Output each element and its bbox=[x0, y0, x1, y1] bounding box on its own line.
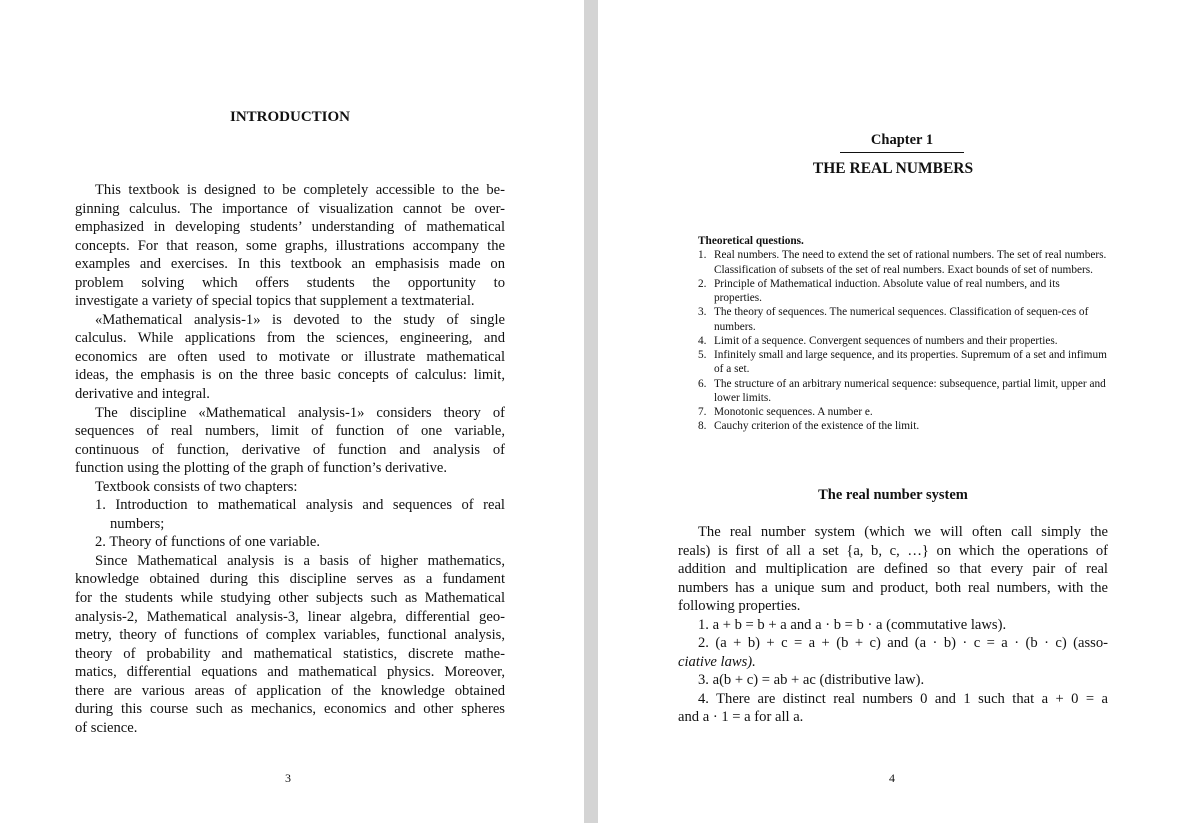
question-number: 8. bbox=[698, 420, 707, 433]
chapter-title: THE REAL NUMBERS bbox=[812, 160, 974, 177]
text-line: following properties. bbox=[678, 598, 801, 615]
page-title: INTRODUCTION bbox=[229, 109, 350, 125]
question-item bbox=[698, 334, 1109, 348]
text-line: 2. (a + b) + c = a + (b + c) and (a · b) · c = a · (b · c) (asso- bbox=[698, 635, 1108, 652]
text-line: The discipline «Mathematical analysis-1» considers theory of bbox=[95, 404, 505, 421]
text-line: ciative laws). bbox=[678, 653, 756, 670]
question-number: 4. bbox=[698, 334, 707, 347]
question-text: Real numbers. The need to extend the set of rational numbers. The set of real numbers. Classification of subsets of the set of real numbers. Exact bounds of set of numbers. bbox=[714, 249, 1107, 276]
chapter-label: Chapter 1 bbox=[840, 132, 964, 153]
question-item bbox=[698, 348, 1109, 377]
text-line: addition and multiplication are defined so that every pair of real bbox=[678, 561, 1108, 578]
text-line: theory of probability and mathematical statistics, discrete mathe- bbox=[75, 645, 505, 662]
text-line: metry, theory of functions of complex variables, functional analysis, bbox=[75, 627, 505, 644]
page-number: 4 bbox=[889, 771, 895, 785]
text-line: problem solving which offers students the opportunity to bbox=[75, 274, 505, 291]
page-number: 3 bbox=[285, 771, 291, 785]
question-item bbox=[698, 405, 1109, 419]
question-text: Infinitely small and large sequence, and its properties. Supremum of a set and infimum of a set. bbox=[714, 349, 1107, 376]
question-text: Principle of Mathematical induction. Absolute value of real numbers, and its properties. bbox=[714, 277, 1060, 304]
text-line: investigate a variety of special topics that supplement a textmaterial. bbox=[75, 293, 475, 310]
text-line: emphasized in developing students’ understanding of mathematical bbox=[75, 219, 505, 236]
text-line: 1. Introduction to mathematical analysis and sequences of real bbox=[95, 497, 505, 514]
text-line: continuous of function, derivative of function and analysis of bbox=[75, 441, 505, 458]
text-line: knowledge obtained during this discipline serves as a fundament bbox=[75, 571, 505, 588]
questions-list bbox=[698, 248, 1109, 433]
question-text: The theory of sequences. The numerical sequences. Classification of sequen-ces of numbers. bbox=[714, 306, 1089, 333]
text-line: function using the plotting of the graph of function’s derivative. bbox=[75, 460, 448, 477]
question-item bbox=[698, 277, 1109, 306]
text-line: matics, differential equations and mathematical physics. Moreover, bbox=[75, 664, 505, 681]
text-line: 1. a + b = b + a and a · b = b · a (commutative laws). bbox=[698, 616, 1007, 633]
section-text bbox=[678, 523, 1108, 727]
intro-text bbox=[75, 181, 505, 737]
question-number: 2. bbox=[698, 277, 707, 290]
question-number: 3. bbox=[698, 306, 707, 319]
text-line: for the students while studying other subjects such as Mathematical bbox=[75, 590, 505, 607]
question-item bbox=[698, 305, 1109, 334]
text-line: Since Mathematical analysis is a basis of higher mathematics, bbox=[95, 552, 505, 569]
question-item bbox=[698, 419, 1109, 433]
text-line: calculus. While applications from the sciences, engineering, and bbox=[75, 330, 505, 347]
question-text: Cauchy criterion of the existence of the limit. bbox=[714, 420, 920, 433]
text-line: 2. Theory of functions of one variable. bbox=[95, 534, 321, 551]
text-line: 4. There are distinct real numbers 0 and 1 such that a + 0 = a bbox=[698, 690, 1108, 707]
right-page bbox=[598, 0, 1183, 823]
text-line: «Mathematical analysis-1» is devoted to the study of single bbox=[95, 311, 505, 328]
text-line: economics are often used to motivate or illustrate mathematical bbox=[75, 348, 505, 365]
question-number: 5. bbox=[698, 349, 707, 361]
text-line: of science. bbox=[75, 719, 138, 736]
text-line: ideas, the emphasis is on the three basic concepts of calculus: limit, bbox=[75, 367, 505, 384]
text-line: during this course such as mechanics, economics and other spheres bbox=[75, 701, 505, 718]
text-line: sequences of real numbers, limit of function of one variable, bbox=[75, 423, 505, 440]
text-line: reals) is first of all a set {a, b, c, …} on which the operations of bbox=[678, 542, 1108, 559]
text-line: analysis-2, Mathematical analysis-3, linear algebra, differential geo- bbox=[75, 608, 505, 625]
question-item bbox=[698, 248, 1109, 277]
text-line: 3. a(b + c) = ab + ac (distributive law). bbox=[698, 672, 925, 689]
section-title: The real number system bbox=[818, 487, 968, 503]
question-number: 6. bbox=[698, 377, 707, 390]
text-line: numbers has a unique sum and product, both real numbers, with the bbox=[678, 579, 1108, 596]
page-gutter bbox=[584, 0, 598, 823]
text-line: Textbook consists of two chapters: bbox=[95, 478, 298, 495]
theoretical-questions bbox=[698, 234, 1109, 434]
text-line: This textbook is designed to be completely accessible to the be- bbox=[95, 182, 505, 198]
question-item bbox=[698, 377, 1109, 406]
text-line: examples and exercises. In this textbook an emphasisis made on bbox=[75, 256, 505, 273]
text-line: and a · 1 = a for all a. bbox=[678, 709, 804, 726]
left-page bbox=[0, 0, 584, 823]
text-line: The real number system (which we will often call simply the bbox=[698, 524, 1108, 540]
question-number: 7. bbox=[698, 406, 707, 418]
question-text: Monotonic sequences. A number e. bbox=[714, 406, 873, 418]
text-line: there are various areas of application of the knowledge obtained bbox=[75, 682, 505, 699]
text-line: concepts. For that reason, some graphs, illustrations accompany the bbox=[75, 237, 505, 254]
question-number: 1. bbox=[698, 249, 707, 262]
questions-title: Theoretical questions. bbox=[698, 235, 804, 247]
question-text: The structure of an arbitrary numerical sequence: subsequence, partial limit, upper and lower limits. bbox=[714, 377, 1106, 404]
question-text: Limit of a sequence. Convergent sequences of numbers and their properties. bbox=[714, 334, 1058, 347]
text-line: numbers; bbox=[110, 515, 165, 532]
text-line: derivative and integral. bbox=[75, 386, 210, 403]
text-line: ginning calculus. The importance of visualization cannot be over- bbox=[75, 200, 505, 217]
